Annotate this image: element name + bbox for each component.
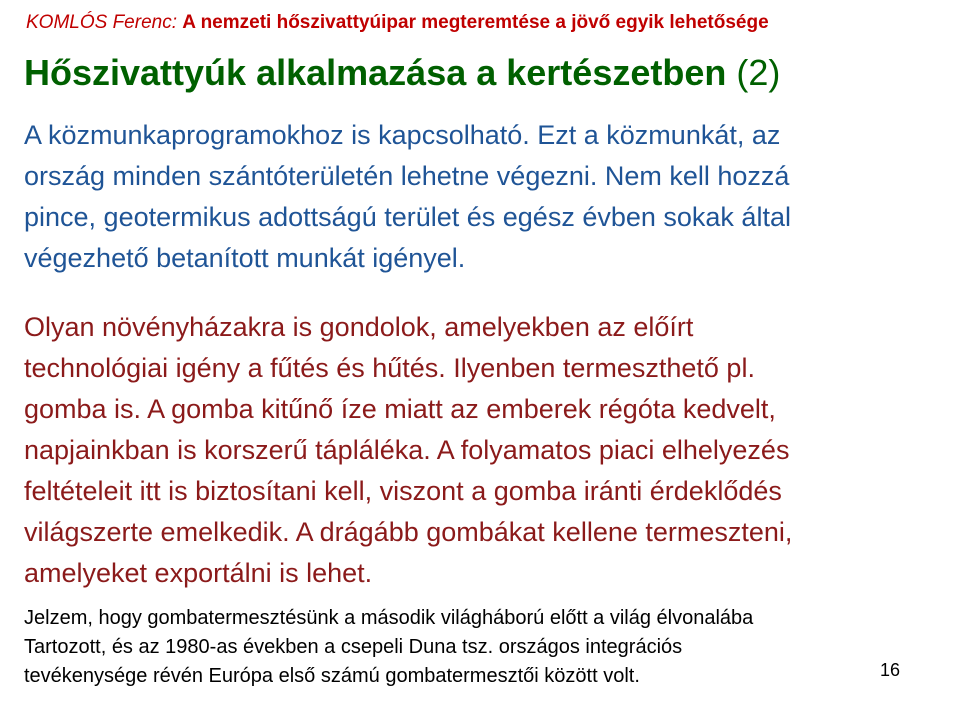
footnote-line: Jelzem, hogy gombatermesztésünk a második világháború előtt a világ élvonalába xyxy=(24,607,754,629)
paragraph-line: amelyeket exportálni is lehet. xyxy=(24,558,373,588)
title-part: (2) xyxy=(736,52,781,93)
header-topic: A nemzeti hőszivattyúipar megteremtése a jövő egyik lehetősége xyxy=(182,12,769,33)
header-author: KOMLÓS Ferenc: xyxy=(26,12,177,33)
paragraph-line: Olyan növényházakra is gondolok, amelyekben az előírt xyxy=(24,312,694,342)
footnote xyxy=(24,604,753,691)
paragraph-line: ország minden szántóterületén lehetne végezni. Nem kell hozzá xyxy=(24,161,790,191)
paragraph-line: világszerte emelkedik. A drágább gombákat kellene termeszteni, xyxy=(24,517,793,547)
paragraph-line: feltételeit itt is biztosítani kell, viszont a gomba iránti érdeklődés xyxy=(24,476,782,506)
page-number: 16 xyxy=(880,660,901,680)
paragraph-public-works xyxy=(24,115,791,279)
paragraph-line: gomba is. A gomba kitűnő íze miatt az emberek régóta kedvelt, xyxy=(24,394,776,424)
footnote-line: tevékenysége révén Európa első számú gombatermesztői között volt. xyxy=(24,665,640,687)
paragraph-line: pince, geotermikus adottságú terület és egész évben sokak által xyxy=(24,202,791,232)
paragraph-line: technológiai igény a fűtés és hűtés. Ilyenben termeszthető pl. xyxy=(24,353,755,383)
title-main: Hőszivattyúk alkalmazása a kertészetben xyxy=(24,52,727,93)
slide-header xyxy=(26,12,769,34)
footnote-line: Tartozott, és az 1980-as években a csepeli Duna tsz. országos integrációs xyxy=(24,636,683,658)
paragraph-greenhouse xyxy=(24,307,792,594)
paragraph-line: napjainkban is korszerű tápláléka. A folyamatos piaci elhelyezés xyxy=(24,435,790,465)
paragraph-line: végezhető betanított munkát igényel. xyxy=(24,243,466,273)
paragraph-line: A közmunkaprogramokhoz is kapcsolható. Ezt a közmunkát, az xyxy=(24,120,781,150)
slide-title xyxy=(24,52,780,94)
